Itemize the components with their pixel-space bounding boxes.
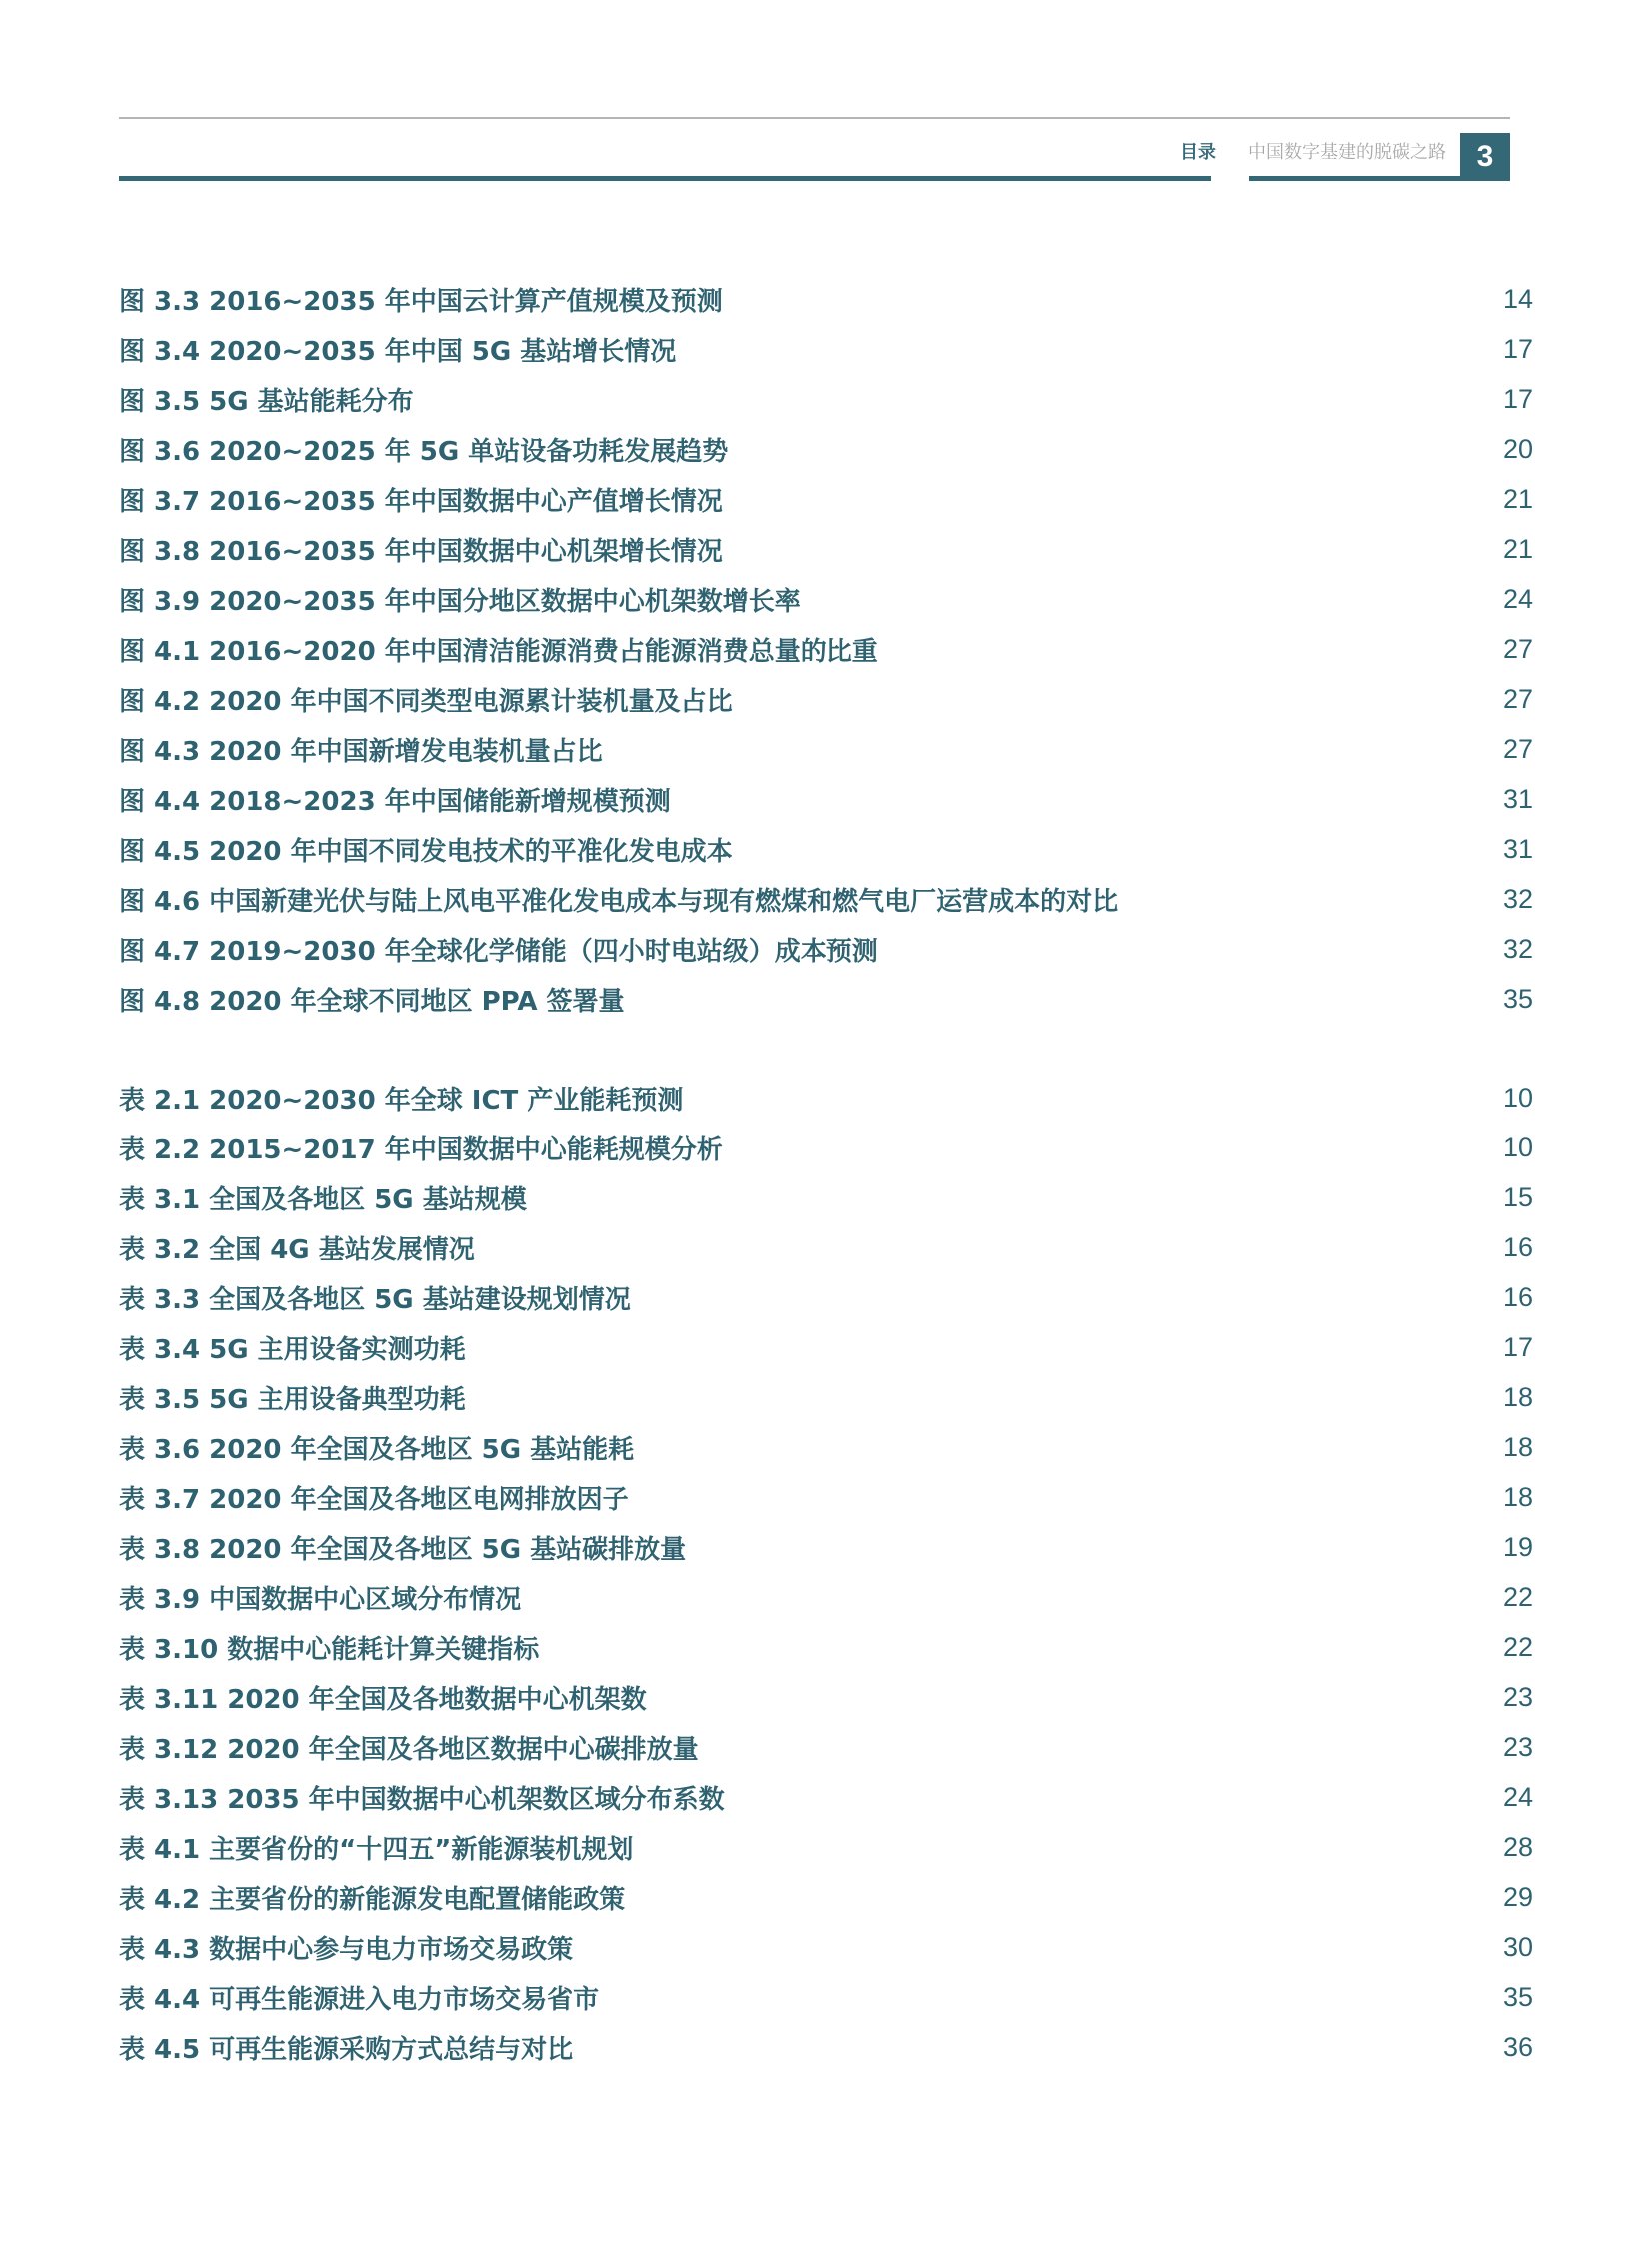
figure-entry[interactable] [119, 924, 1533, 974]
entry-page-number: 36 [1502, 2031, 1533, 2062]
table-entry[interactable] [119, 1922, 1533, 1972]
entry-page-number: 20 [1502, 433, 1533, 464]
entry-page-number: 16 [1502, 1281, 1533, 1312]
entry-page-number: 22 [1502, 1631, 1533, 1662]
entry-page-number: 31 [1502, 833, 1533, 864]
table-entry[interactable] [119, 2022, 1533, 2072]
entry-page-number: 15 [1502, 1181, 1533, 1212]
table-entry[interactable] [119, 1272, 1533, 1322]
entry-page-number: 35 [1502, 983, 1533, 1014]
entry-title: 表 3.5 5G 主用设备典型功耗 [119, 1384, 466, 1415]
entry-title: 表 4.3 数据中心参与电力市场交易政策 [119, 1934, 574, 1965]
header-accent-bar-right [1249, 176, 1510, 181]
entry-title: 表 2.2 2015~2017 年中国数据中心能耗规模分析 [119, 1134, 723, 1165]
figure-entry[interactable] [119, 574, 1533, 624]
publication-title: 中国数字基建的脱碳之路 [1248, 142, 1446, 163]
entry-title: 表 4.1 主要省份的“十四五”新能源装机规划 [119, 1834, 634, 1865]
entry-page-number: 31 [1502, 783, 1533, 814]
table-list [119, 1073, 1533, 2072]
entry-page-number: 32 [1502, 933, 1533, 964]
entry-page-number: 18 [1502, 1381, 1533, 1412]
entry-title: 表 3.3 全国及各地区 5G 基站建设规划情况 [119, 1284, 631, 1315]
table-entry[interactable] [119, 1822, 1533, 1872]
table-entry[interactable] [119, 1572, 1533, 1622]
table-entry[interactable] [119, 1722, 1533, 1772]
entry-page-number: 10 [1502, 1082, 1533, 1113]
table-entry[interactable] [119, 1073, 1533, 1122]
table-entry[interactable] [119, 1122, 1533, 1172]
entry-page-number: 24 [1502, 583, 1533, 614]
entry-title: 图 3.3 2016~2035 年中国云计算产值规模及预测 [119, 286, 723, 317]
table-entry[interactable] [119, 1872, 1533, 1922]
figure-entry[interactable] [119, 824, 1533, 874]
figure-entry[interactable] [119, 474, 1533, 524]
entry-page-number: 18 [1502, 1481, 1533, 1512]
table-entry[interactable] [119, 1222, 1533, 1272]
figure-entry[interactable] [119, 624, 1533, 674]
entry-page-number: 28 [1502, 1831, 1533, 1862]
entry-title: 图 4.7 2019~2030 年全球化学储能（四小时电站级）成本预测 [119, 936, 878, 967]
entry-title: 图 4.8 2020 年全球不同地区 PPA 签署量 [119, 986, 625, 1017]
entry-page-number: 29 [1502, 1881, 1533, 1912]
figure-list [119, 274, 1533, 1024]
entry-title: 图 3.9 2020~2035 年中国分地区数据中心机架数增长率 [119, 586, 801, 617]
figure-entry[interactable] [119, 274, 1533, 324]
entry-title: 图 4.6 中国新建光伏与陆上风电平准化发电成本与现有燃煤和燃气电厂运营成本的对比 [119, 886, 1119, 917]
entry-title: 图 4.2 2020 年中国不同类型电源累计装机量及占比 [119, 686, 733, 717]
entry-page-number: 21 [1502, 533, 1533, 564]
entry-page-number: 32 [1502, 883, 1533, 914]
entry-title: 图 3.5 5G 基站能耗分布 [119, 386, 414, 417]
entry-title: 表 4.2 主要省份的新能源发电配置储能政策 [119, 1884, 626, 1915]
entry-page-number: 27 [1502, 633, 1533, 664]
entry-title: 表 3.9 中国数据中心区域分布情况 [119, 1584, 522, 1615]
entry-title: 图 3.6 2020~2025 年 5G 单站设备功耗发展趋势 [119, 436, 729, 467]
entry-title: 图 4.5 2020 年中国不同发电技术的平准化发电成本 [119, 836, 733, 867]
header-divider [119, 117, 1510, 119]
entry-page-number: 24 [1502, 1781, 1533, 1812]
figure-entry[interactable] [119, 974, 1533, 1024]
entry-page-number: 18 [1502, 1431, 1533, 1462]
entry-title: 表 4.4 可再生能源进入电力市场交易省市 [119, 1984, 600, 2015]
entry-title: 表 3.10 数据中心能耗计算关键指标 [119, 1634, 540, 1665]
entry-page-number: 27 [1502, 683, 1533, 714]
entry-title: 表 2.1 2020~2030 年全球 ICT 产业能耗预测 [119, 1085, 684, 1116]
entry-page-number: 35 [1502, 1981, 1533, 2012]
table-entry[interactable] [119, 1972, 1533, 2022]
figure-entry[interactable] [119, 774, 1533, 824]
entry-title: 表 4.5 可再生能源采购方式总结与对比 [119, 2034, 574, 2065]
table-entry[interactable] [119, 1772, 1533, 1822]
table-entry[interactable] [119, 1472, 1533, 1522]
section-label: 目录 [1180, 142, 1216, 163]
entry-page-number: 21 [1502, 483, 1533, 514]
figure-entry[interactable] [119, 374, 1533, 424]
table-entry[interactable] [119, 1522, 1533, 1572]
table-entry[interactable] [119, 1672, 1533, 1722]
table-entry[interactable] [119, 1322, 1533, 1372]
entry-page-number: 17 [1502, 383, 1533, 414]
entry-title: 表 3.13 2035 年中国数据中心机架数区域分布系数 [119, 1784, 725, 1815]
entry-title: 图 4.4 2018~2023 年中国储能新增规模预测 [119, 786, 671, 817]
entry-title: 表 3.7 2020 年全国及各地区电网排放因子 [119, 1484, 629, 1515]
entry-page-number: 27 [1502, 733, 1533, 764]
entry-title: 表 3.12 2020 年全国及各地区数据中心碳排放量 [119, 1734, 699, 1765]
entry-title: 表 3.1 全国及各地区 5G 基站规模 [119, 1184, 527, 1215]
entry-title: 图 4.3 2020 年中国新增发电装机量占比 [119, 736, 603, 767]
entry-page-number: 23 [1502, 1731, 1533, 1762]
figure-entry[interactable] [119, 874, 1533, 924]
entry-page-number: 17 [1502, 1331, 1533, 1362]
figure-entry[interactable] [119, 674, 1533, 724]
entry-title: 表 3.4 5G 主用设备实测功耗 [119, 1334, 466, 1365]
entry-page-number: 16 [1502, 1231, 1533, 1262]
entry-title: 图 3.8 2016~2035 年中国数据中心机架增长情况 [119, 536, 723, 567]
figure-entry[interactable] [119, 724, 1533, 774]
entry-title: 表 3.11 2020 年全国及各地数据中心机架数 [119, 1684, 647, 1715]
table-entry[interactable] [119, 1372, 1533, 1422]
page-number: 3 [1460, 133, 1510, 181]
entry-page-number: 10 [1502, 1131, 1533, 1162]
entry-page-number: 14 [1502, 283, 1533, 314]
figure-entry[interactable] [119, 424, 1533, 474]
entry-title: 表 3.2 全国 4G 基站发展情况 [119, 1234, 475, 1265]
entry-title: 图 4.1 2016~2020 年中国清洁能源消费占能源消费总量的比重 [119, 636, 878, 667]
table-entry[interactable] [119, 1622, 1533, 1672]
table-entry[interactable] [119, 1172, 1533, 1222]
table-entry[interactable] [119, 1422, 1533, 1472]
entry-page-number: 22 [1502, 1581, 1533, 1612]
entry-title: 表 3.8 2020 年全国及各地区 5G 基站碳排放量 [119, 1534, 687, 1565]
entry-page-number: 17 [1502, 333, 1533, 364]
entry-title: 图 3.7 2016~2035 年中国数据中心产值增长情况 [119, 486, 723, 517]
figure-entry[interactable] [119, 524, 1533, 574]
entry-page-number: 30 [1502, 1931, 1533, 1962]
figure-entry[interactable] [119, 324, 1533, 374]
header-accent-bar-left [119, 176, 1211, 181]
entry-page-number: 19 [1502, 1531, 1533, 1562]
entry-title: 图 3.4 2020~2035 年中国 5G 基站增长情况 [119, 336, 677, 367]
entry-page-number: 23 [1502, 1681, 1533, 1712]
entry-title: 表 3.6 2020 年全国及各地区 5G 基站能耗 [119, 1434, 635, 1465]
